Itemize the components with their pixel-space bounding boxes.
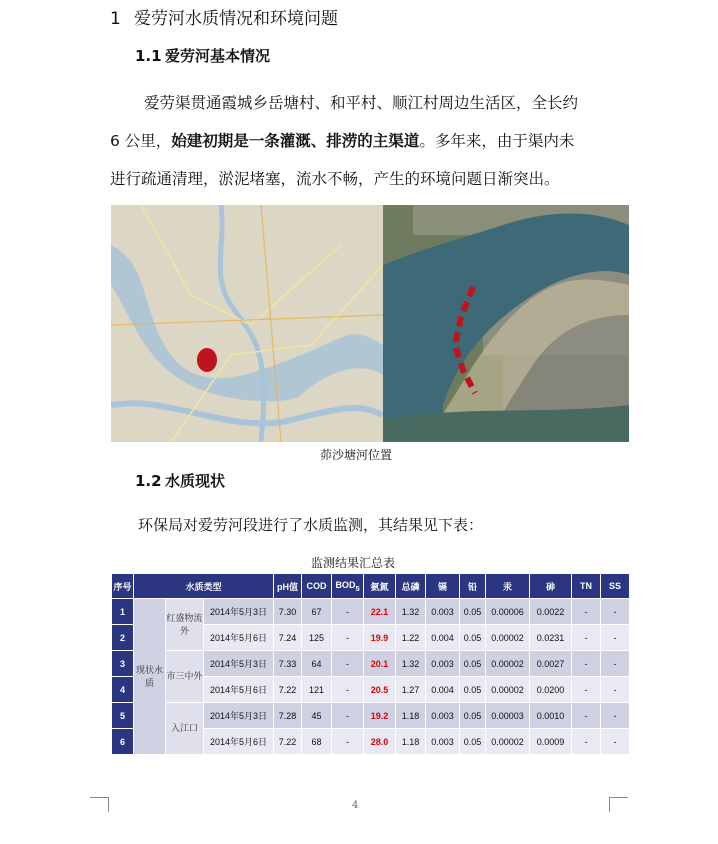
cd-cell: 0.003 xyxy=(426,703,460,729)
hg-cell: 0.00002 xyxy=(486,729,530,755)
subsection-heading-basic xyxy=(135,45,270,67)
column-header-cd: 镉 xyxy=(426,574,460,599)
ss-cell: - xyxy=(601,729,630,755)
subsection-title: 爱劳河基本情况 xyxy=(165,47,271,65)
bod-cell: - xyxy=(332,599,364,625)
bod-cell: - xyxy=(332,677,364,703)
table-row xyxy=(112,651,630,677)
as-cell: 0.0010 xyxy=(530,703,572,729)
ph-cell: 7.22 xyxy=(274,729,302,755)
ph-cell: 7.30 xyxy=(274,599,302,625)
ph-cell: 7.22 xyxy=(274,677,302,703)
site-cell: 市三中外 xyxy=(166,651,204,703)
cd-cell: 0.004 xyxy=(426,625,460,651)
date-cell: 2014年5月3日 xyxy=(204,651,274,677)
row-index: 4 xyxy=(112,677,134,703)
ss-cell: - xyxy=(601,625,630,651)
pb-cell: 0.05 xyxy=(460,599,486,625)
bod-subscript: 5 xyxy=(355,583,360,593)
tp-cell: 1.32 xyxy=(396,599,426,625)
group-cell: 现状水质 xyxy=(134,599,166,755)
tn-cell: - xyxy=(572,677,601,703)
cod-cell: 68 xyxy=(302,729,332,755)
column-header-hg: 汞 xyxy=(486,574,530,599)
column-header-ph: pH值 xyxy=(274,574,302,599)
bod-cell: - xyxy=(332,703,364,729)
tn-cell: - xyxy=(572,599,601,625)
ph-cell: 7.33 xyxy=(274,651,302,677)
cod-cell: 121 xyxy=(302,677,332,703)
bod-cell: - xyxy=(332,651,364,677)
crop-mark-right xyxy=(609,797,628,812)
column-header-cod: COD xyxy=(302,574,332,599)
cd-cell: 0.003 xyxy=(426,599,460,625)
as-cell: 0.0027 xyxy=(530,651,572,677)
ph-cell: 7.24 xyxy=(274,625,302,651)
hg-cell: 0.00006 xyxy=(486,599,530,625)
figure-caption: 茆沙塘河位置 xyxy=(320,448,393,462)
cod-cell: 67 xyxy=(302,599,332,625)
pb-cell: 0.05 xyxy=(460,729,486,755)
pb-cell: 0.05 xyxy=(460,677,486,703)
table-header-row xyxy=(112,574,630,599)
paragraph-line: 爱劳渠贯通霞城乡岳塘村、和平村、顺江村周边生活区，全长约 xyxy=(144,94,579,112)
ammonia-cell: 20.5 xyxy=(364,677,396,703)
tp-cell: 1.18 xyxy=(396,729,426,755)
row-index: 5 xyxy=(112,703,134,729)
cod-cell: 45 xyxy=(302,703,332,729)
ss-cell: - xyxy=(601,599,630,625)
section-heading xyxy=(110,8,338,30)
table-row xyxy=(112,703,630,729)
tp-cell: 1.32 xyxy=(396,651,426,677)
road-map-image xyxy=(111,205,383,442)
cod-cell: 64 xyxy=(302,651,332,677)
row-index: 6 xyxy=(112,729,134,755)
ammonia-cell: 22.1 xyxy=(364,599,396,625)
date-cell: 2014年5月6日 xyxy=(204,625,274,651)
row-index: 1 xyxy=(112,599,134,625)
site-cell: 入江口 xyxy=(166,703,204,755)
as-cell: 0.0200 xyxy=(530,677,572,703)
subsection-title: 水质现状 xyxy=(165,472,226,490)
cod-cell: 125 xyxy=(302,625,332,651)
column-header-seq: 序号 xyxy=(112,574,134,599)
tn-cell: - xyxy=(572,729,601,755)
column-header-tp: 总磷 xyxy=(396,574,426,599)
ammonia-cell: 19.2 xyxy=(364,703,396,729)
hg-cell: 0.00002 xyxy=(486,625,530,651)
intro-text: 环保局对爱劳河段进行了水质监测，其结果见下表： xyxy=(138,516,484,534)
as-cell: 0.0022 xyxy=(530,599,572,625)
paragraph-line xyxy=(110,122,630,160)
satellite-image xyxy=(383,205,629,442)
hg-cell: 0.00002 xyxy=(486,677,530,703)
ph-cell: 7.28 xyxy=(274,703,302,729)
ss-cell: - xyxy=(601,703,630,729)
ammonia-cell: 20.1 xyxy=(364,651,396,677)
site-cell: 红盛物流外 xyxy=(166,599,204,651)
date-cell: 2014年5月6日 xyxy=(204,729,274,755)
tp-cell: 1.18 xyxy=(396,703,426,729)
hg-cell: 0.00003 xyxy=(486,703,530,729)
table-caption: 监测结果汇总表 xyxy=(311,556,396,570)
date-cell: 2014年5月6日 xyxy=(204,677,274,703)
date-cell: 2014年5月3日 xyxy=(204,599,274,625)
column-header-bod xyxy=(332,574,364,599)
paragraph-text: 。多年来，由于渠内未 xyxy=(419,132,575,150)
row-index: 2 xyxy=(112,625,134,651)
hg-cell: 0.00002 xyxy=(486,651,530,677)
column-header-pb: 铅 xyxy=(460,574,486,599)
section-title: 爱劳河水质情况和环境问题 xyxy=(134,9,338,29)
column-header-ss: SS xyxy=(601,574,630,599)
cd-cell: 0.004 xyxy=(426,677,460,703)
tp-cell: 1.27 xyxy=(396,677,426,703)
body-paragraph xyxy=(110,84,630,198)
subsection-number: 1.1 xyxy=(135,47,162,65)
tn-cell: - xyxy=(572,625,601,651)
section-number: 1 xyxy=(110,9,121,29)
paragraph-bold-text: 始建初期是一条灌溉、排涝的主渠道 xyxy=(171,132,420,150)
river-location-figure xyxy=(111,205,629,442)
page-number: 4 xyxy=(352,800,359,811)
cd-cell: 0.003 xyxy=(426,651,460,677)
ss-cell: - xyxy=(601,677,630,703)
bod-cell: - xyxy=(332,625,364,651)
tp-cell: 1.22 xyxy=(396,625,426,651)
ammonia-cell: 28.0 xyxy=(364,729,396,755)
paragraph-line: 进行疏通清理，淤泥堵塞，流水不畅，产生的环境问题日渐突出。 xyxy=(110,170,560,188)
monitoring-results-table xyxy=(111,573,630,755)
tn-cell: - xyxy=(572,703,601,729)
column-header-as: 砷 xyxy=(530,574,572,599)
column-header-ammonia: 氨氮 xyxy=(364,574,396,599)
subsection-heading-quality xyxy=(135,470,225,492)
cd-cell: 0.003 xyxy=(426,729,460,755)
ss-cell: - xyxy=(601,651,630,677)
as-cell: 0.0009 xyxy=(530,729,572,755)
crop-mark-left xyxy=(90,797,109,812)
as-cell: 0.0231 xyxy=(530,625,572,651)
ammonia-cell: 19.9 xyxy=(364,625,396,651)
row-index: 3 xyxy=(112,651,134,677)
table-row xyxy=(112,599,630,625)
paragraph-text: 6 公里， xyxy=(110,132,172,150)
bod-label: BOD xyxy=(335,579,356,590)
pb-cell: 0.05 xyxy=(460,703,486,729)
column-header-type: 水质类型 xyxy=(134,574,274,599)
pb-cell: 0.05 xyxy=(460,625,486,651)
subsection-number: 1.2 xyxy=(135,472,162,490)
column-header-tn: TN xyxy=(572,574,601,599)
tn-cell: - xyxy=(572,651,601,677)
pb-cell: 0.05 xyxy=(460,651,486,677)
bod-cell: - xyxy=(332,729,364,755)
date-cell: 2014年5月3日 xyxy=(204,703,274,729)
